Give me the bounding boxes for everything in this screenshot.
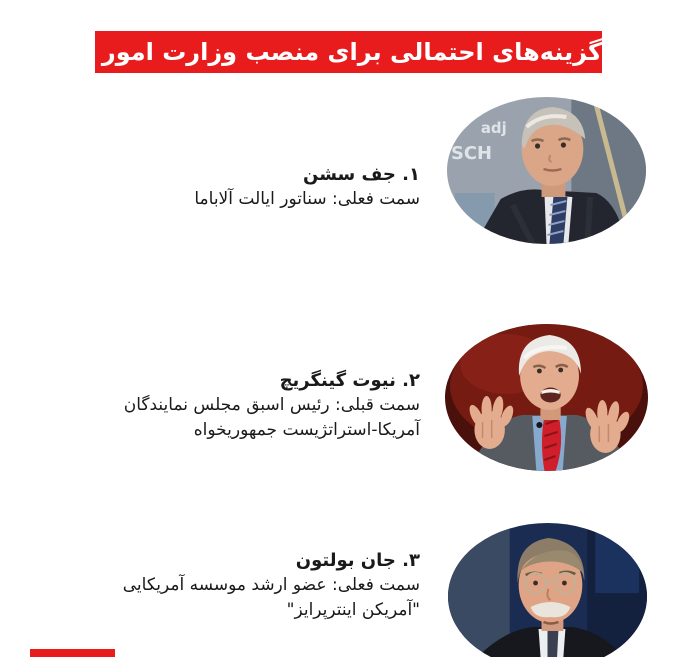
candidate-role-line: آمریکا-استراتژیست جمهوریخواه: [193, 420, 420, 440]
candidate-name: ۳. جان بولتون: [295, 550, 420, 571]
jeff-sessions-portrait: [447, 97, 646, 244]
candidate-name: ۲. نیوت گینگریچ: [279, 370, 420, 391]
newt-gingrich-portrait: [445, 324, 648, 471]
candidate-name: ۱. جف سشن: [303, 164, 420, 185]
newt-gingrich-portrait-drawing: [445, 324, 648, 471]
headline-banner: [11, 31, 602, 73]
jeff-sessions-portrait-drawing: [447, 97, 646, 244]
candidate-role-line: سمت فعلی: سناتور ایالت آلاباما: [194, 189, 420, 209]
john-bolton-portrait-drawing: [448, 523, 647, 657]
candidate-role-line: سمت قبلی: رئیس اسبق مجلس نمایندگان: [123, 395, 420, 415]
candidate-2-text: [95, 369, 420, 443]
candidate-3-text: [95, 549, 420, 623]
candidate-role-line: "آمریکن اینترپرایز": [286, 600, 420, 620]
cutoff-red-banner-fragment: [30, 649, 115, 657]
john-bolton-portrait: [448, 523, 647, 657]
candidate-role-line: سمت فعلی: عضو ارشد موسسه آمریکایی: [122, 575, 420, 595]
svg-text:adj: adj: [480, 118, 507, 138]
svg-text:SCH: SCH: [450, 142, 492, 165]
candidate-1-text: [100, 163, 420, 212]
headline-text: گزینه‌های احتمالی برای منصب وزارت امور خارجه:: [11, 38, 602, 66]
